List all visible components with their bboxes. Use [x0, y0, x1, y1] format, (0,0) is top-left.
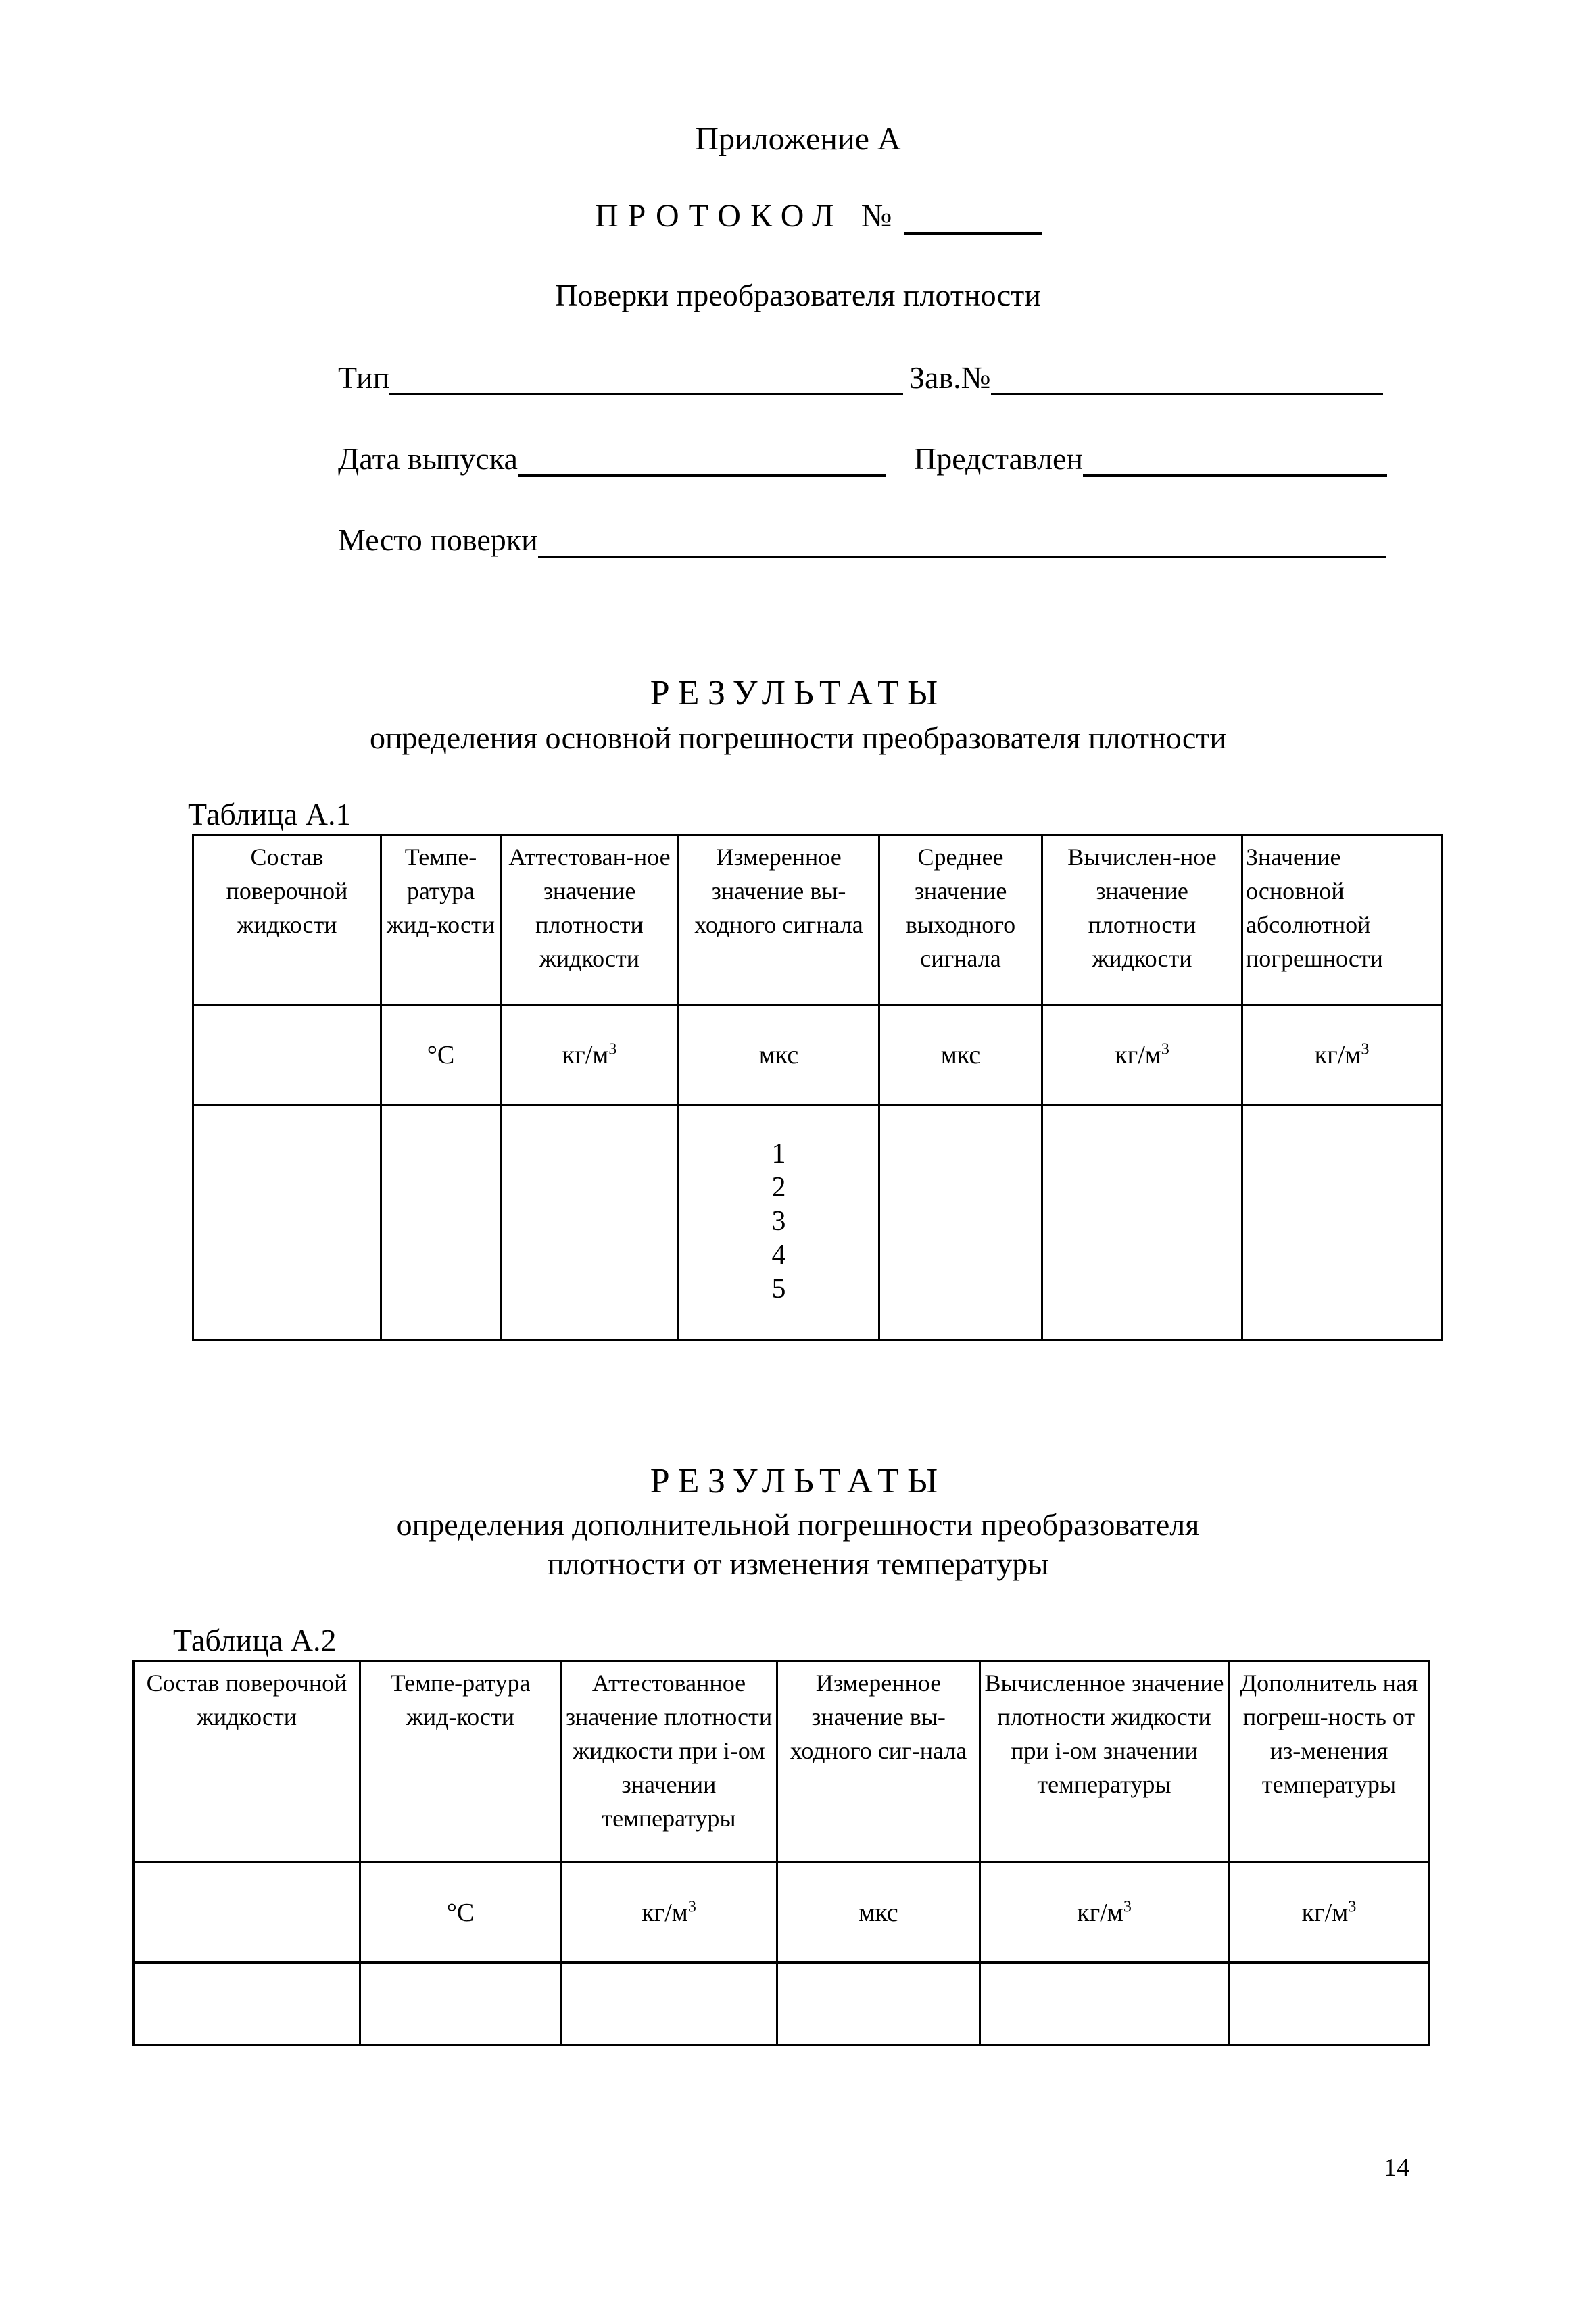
table-a1-unit-cell: $кг/м^3$	[1042, 1006, 1242, 1105]
field-presented	[914, 441, 1387, 477]
table-a1-header-cell: Аттестован-ное значение плотности жидкости	[501, 835, 679, 1006]
table-a1-header-cell: Темпе-ратура жид-кости	[381, 835, 501, 1006]
table-a1-data-cell	[193, 1105, 381, 1340]
table-a1-header-row	[193, 835, 1442, 1006]
table-a2-data-row	[134, 1963, 1430, 2045]
table-a2-unit-cell: $кг/м^3$	[1229, 1863, 1430, 1963]
table-a1-units-row	[193, 1006, 1442, 1105]
table-a2-unit-cell: мкс	[777, 1863, 980, 1963]
field-place	[338, 522, 1386, 558]
table-a1-unit-cell	[193, 1006, 381, 1105]
trial-number: 3	[771, 1206, 786, 1237]
table-a2-data-cell	[1229, 1963, 1430, 2045]
table-a1-data-cell	[1042, 1105, 1242, 1340]
field-serial	[909, 360, 1383, 395]
table-a1	[192, 834, 1443, 1341]
field-presented-label: Представлен	[914, 441, 1084, 476]
protocol-number-blank	[904, 201, 1042, 235]
table-a1-unit-cell: °С	[381, 1006, 501, 1105]
table-a1-unit-cell: мкс	[679, 1006, 879, 1105]
protocol-label: ПРОТОКОЛ №	[595, 198, 902, 234]
table-a2	[132, 1660, 1430, 2046]
table-a1-header-cell: Состав поверочной жидкости	[193, 835, 381, 1006]
trial-number-list	[772, 1137, 786, 1306]
table-a2-data-cell	[980, 1963, 1229, 2045]
table-a2-units-row	[134, 1863, 1430, 1963]
protocol-title	[595, 197, 1042, 235]
table-a2-unit-cell: °С	[360, 1863, 561, 1963]
results-subheading-1: определения основной погрешности преобразователя плотности	[369, 721, 1227, 755]
table-a1-unit-cell: мкс	[879, 1006, 1042, 1105]
table-a2-header-cell: Состав поверочной жидкости	[134, 1661, 360, 1863]
field-type	[338, 360, 903, 395]
field-release-date	[338, 441, 886, 477]
field-place-line	[538, 526, 1386, 558]
appendix-title: Приложение А	[695, 121, 901, 157]
table-a1-unit-cell: $кг/м^3$	[1242, 1006, 1442, 1105]
trial-number: 5	[771, 1273, 786, 1305]
results-subheading-2-line2: плотности от изменения температуры	[547, 1546, 1049, 1581]
table-a1-data-cell	[381, 1105, 501, 1340]
field-place-label: Место поверки	[338, 522, 538, 557]
field-serial-label: Зав.№	[909, 360, 991, 395]
table-a1-data-cell	[1242, 1105, 1442, 1340]
trial-number: 2	[771, 1172, 786, 1203]
trial-number: 4	[771, 1240, 786, 1271]
table-a2-unit-cell: $кг/м^3$	[561, 1863, 777, 1963]
table-a2-data-cell	[777, 1963, 980, 2045]
document-subtitle: Поверки преобразователя плотности	[555, 278, 1041, 312]
table-a2-data-cell	[134, 1963, 360, 2045]
field-type-line	[389, 364, 903, 395]
table-caption-a1: Таблица А.1	[188, 797, 352, 831]
table-caption-a2: Таблица А.2	[173, 1623, 337, 1657]
results-heading-1: РЕЗУЛЬТАТЫ	[650, 674, 946, 712]
table-a1-data-cell	[501, 1105, 679, 1340]
table-a2-header-cell: Темпе-ратура жид-кости	[360, 1661, 561, 1863]
field-release-date-label: Дата выпуска	[338, 441, 518, 476]
table-a2-data-cell	[360, 1963, 561, 2045]
table-a2-unit-cell: $кг/м^3$	[980, 1863, 1229, 1963]
field-release-date-line	[518, 445, 886, 477]
table-a1-trials-cell	[679, 1105, 879, 1340]
table-a1-header-cell: Вычислен-ное значение плотности жидкости	[1042, 835, 1242, 1006]
table-a2-header-cell: Измеренное значение вы-ходного сиг-нала	[777, 1661, 980, 1863]
table-a2-unit-cell	[134, 1863, 360, 1963]
table-a1-data-row	[193, 1105, 1442, 1340]
table-a1-header-cell: Значение основной абсолютной погрешности	[1242, 835, 1442, 1006]
table-a2-header-cell: Аттестованное значение плотности жидкости при i-ом значении температуры	[561, 1661, 777, 1863]
table-a2-header-cell: Дополнитель ная погреш-ность от из-менения температуры	[1229, 1661, 1430, 1863]
table-a2-header-cell: Вычисленное значение плотности жидкости при i-ом значении температуры	[980, 1661, 1229, 1863]
table-a2-header-row	[134, 1661, 1430, 1863]
page-number: 14	[1384, 2153, 1409, 2182]
table-a1-header-cell: Измеренное значение вы-ходного сигнала	[679, 835, 879, 1006]
field-serial-line	[991, 364, 1383, 395]
trial-number: 1	[771, 1138, 786, 1169]
results-heading-2: РЕЗУЛЬТАТЫ	[650, 1462, 946, 1501]
table-a1-data-cell	[879, 1105, 1042, 1340]
table-a2-data-cell	[561, 1963, 777, 2045]
field-presented-line	[1083, 445, 1387, 477]
table-a1-unit-cell: $кг/м^3$	[501, 1006, 679, 1105]
table-a1-header-cell: Среднее значение выходного сигнала	[879, 835, 1042, 1006]
field-type-label: Тип	[338, 360, 390, 395]
results-subheading-2-line1: определения дополнительной погрешности преобразователя	[396, 1507, 1200, 1542]
